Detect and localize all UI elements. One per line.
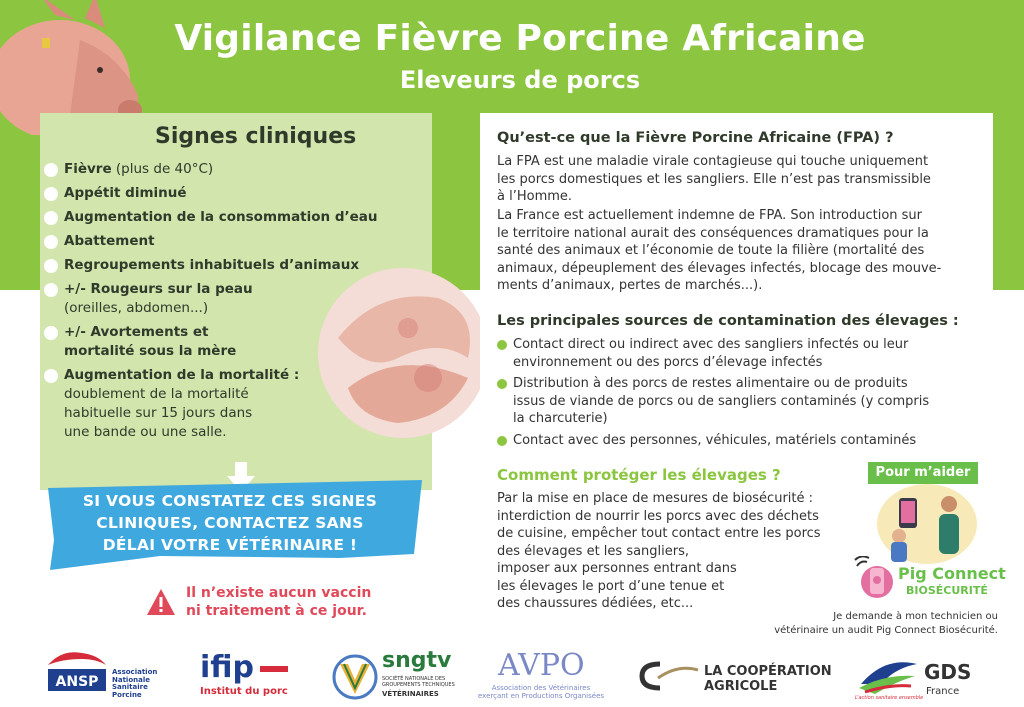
list-item: Augmentation de la mortalité : doublement de la mortalité habituelle sur 15 jours dans une bande ou une salle. [46, 366, 426, 442]
gds-logo-icon [855, 654, 921, 698]
ansp-logo-text: ANSP [55, 674, 99, 690]
pig-connect-name: Pig Connect [898, 564, 1006, 583]
page-title: Vigilance Fièvre Porcine Africaine [174, 18, 866, 59]
contamination-sources-title: Les principales sources de contamination des élevages : [497, 313, 959, 329]
clinical-signs-title: Signes cliniques [155, 124, 357, 149]
pig-connect-logo-icon [853, 556, 893, 604]
list-item: Abattement [46, 232, 426, 251]
bullet-icon [497, 379, 507, 389]
list-item: Appétit diminué [46, 184, 426, 203]
page-subtitle: Eleveurs de porcs [399, 66, 641, 94]
bullet-icon [44, 369, 58, 383]
fpa-definition: La FPA est une maladie virale contagieuse qui touche uniquement les porcs domestiques et les sangliers. Elle n’est pas transmissible à l’Homme. [497, 154, 931, 204]
bullet-icon [44, 211, 58, 225]
gds-logo-tagline: L’action sanitaire ensemble [855, 695, 924, 701]
protect-title: Comment protéger les élevages ? [497, 466, 781, 484]
cooperation-agricole-logo: LA COOPÉRATION AGRICOLE [704, 664, 832, 694]
ansp-logo-label: Association Nationale Sanitaire Porcine [112, 668, 158, 699]
ifip-logo-label: Institut du porc [200, 686, 288, 697]
fpa-question-title: Qu’est-ce que la Fièvre Porcine Africaine (FPA) ? [497, 130, 894, 146]
pig-connect-sub: BIOSÉCURITÉ [906, 584, 988, 597]
ansp-logo [42, 645, 110, 693]
list-item: Contact direct ou indirect avec des sangliers infectés ou leur environnement ou des porcs d’élevage infectés [497, 336, 987, 371]
list-item: Distribution à des porcs de restes alimentaire ou de produits issus de viande de porcs ou de sangliers contaminés (y compris la charcuterie) [497, 375, 987, 428]
sngtv-logo-label: SOCIÉTÉ NATIONALE DES GROUPEMENTS TECHNIQUES [382, 676, 455, 688]
bullet-icon [44, 283, 58, 297]
bullet-icon [497, 340, 507, 350]
skin-redness-photo [318, 268, 488, 438]
sngtv-logo: sngtv [382, 648, 452, 673]
avpo-logo-label: Association des Vétérinaires exerçant en Productions Organisées [477, 684, 605, 700]
list-item: +/- Rougeurs sur la peau (oreilles, abdomen...) [46, 280, 426, 318]
sngtv-logo-icon [332, 654, 378, 700]
avpo-logo: AVPO [498, 648, 585, 683]
ifip-logo-bar [260, 666, 288, 672]
bullet-icon [44, 326, 58, 340]
list-item: Contact avec des personnes, véhicules, matériels contaminés [497, 432, 987, 450]
bullet-icon [44, 187, 58, 201]
bullet-icon [497, 436, 507, 446]
list-item: Fièvre (plus de 40°C) [46, 160, 426, 179]
gds-logo: GDS [924, 660, 972, 684]
warning-icon [146, 588, 176, 616]
list-item: Regroupements inhabituels d’animaux [46, 256, 426, 275]
alert-banner-text: SI VOUS CONSTATEZ CES SIGNES CLINIQUES, CONTACTEZ SANS DÉLAI VOTRE VÉTÉRINAIRE ! [82, 492, 378, 554]
bullet-icon [44, 259, 58, 273]
gds-logo-country: France [926, 686, 960, 697]
fpa-consequences: La France est actuellement indemne de FPA. Son introduction sur le territoire national aurait des conséquences dramatiques pour la santé des animaux et l’économie de toute la filière (mortalité des animaux, dépeuplement des élevages infectés, blocage des mouve- ments d’animaux, pertes de marchés...). [497, 208, 942, 293]
pig-connect-note: Je demande à mon technicien ou vétérinaire un audit Pig Connect Biosécurité. [774, 611, 998, 636]
no-vaccine-warning: Il n’existe aucun vaccin ni traitement à ce jour. [186, 585, 372, 619]
sngtv-logo-vet: VÉTÉRINAIRES [382, 690, 439, 698]
help-badge: Pour m’aider [868, 462, 978, 484]
bullet-icon [44, 235, 58, 249]
list-item: Augmentation de la consommation d’eau [46, 208, 426, 227]
pig-connect-illustration [877, 484, 977, 564]
bullet-icon [44, 163, 58, 177]
ifip-logo: ifip [200, 650, 254, 685]
list-item: +/- Avortements et mortalité sous la mère [46, 323, 426, 361]
contamination-sources-list [497, 336, 987, 453]
protect-text: Par la mise en place de mesures de biosécurité : interdiction de nourrir les porcs avec des déchets de cuisine, empêcher tout contact entre les porcs des élevages et les sangliers, imposer aux personnes entrant dans les élevages le port d’une tenue et des chaussures dédiées, etc... [497, 491, 821, 611]
cooperation-agricole-logo-icon [638, 660, 700, 692]
